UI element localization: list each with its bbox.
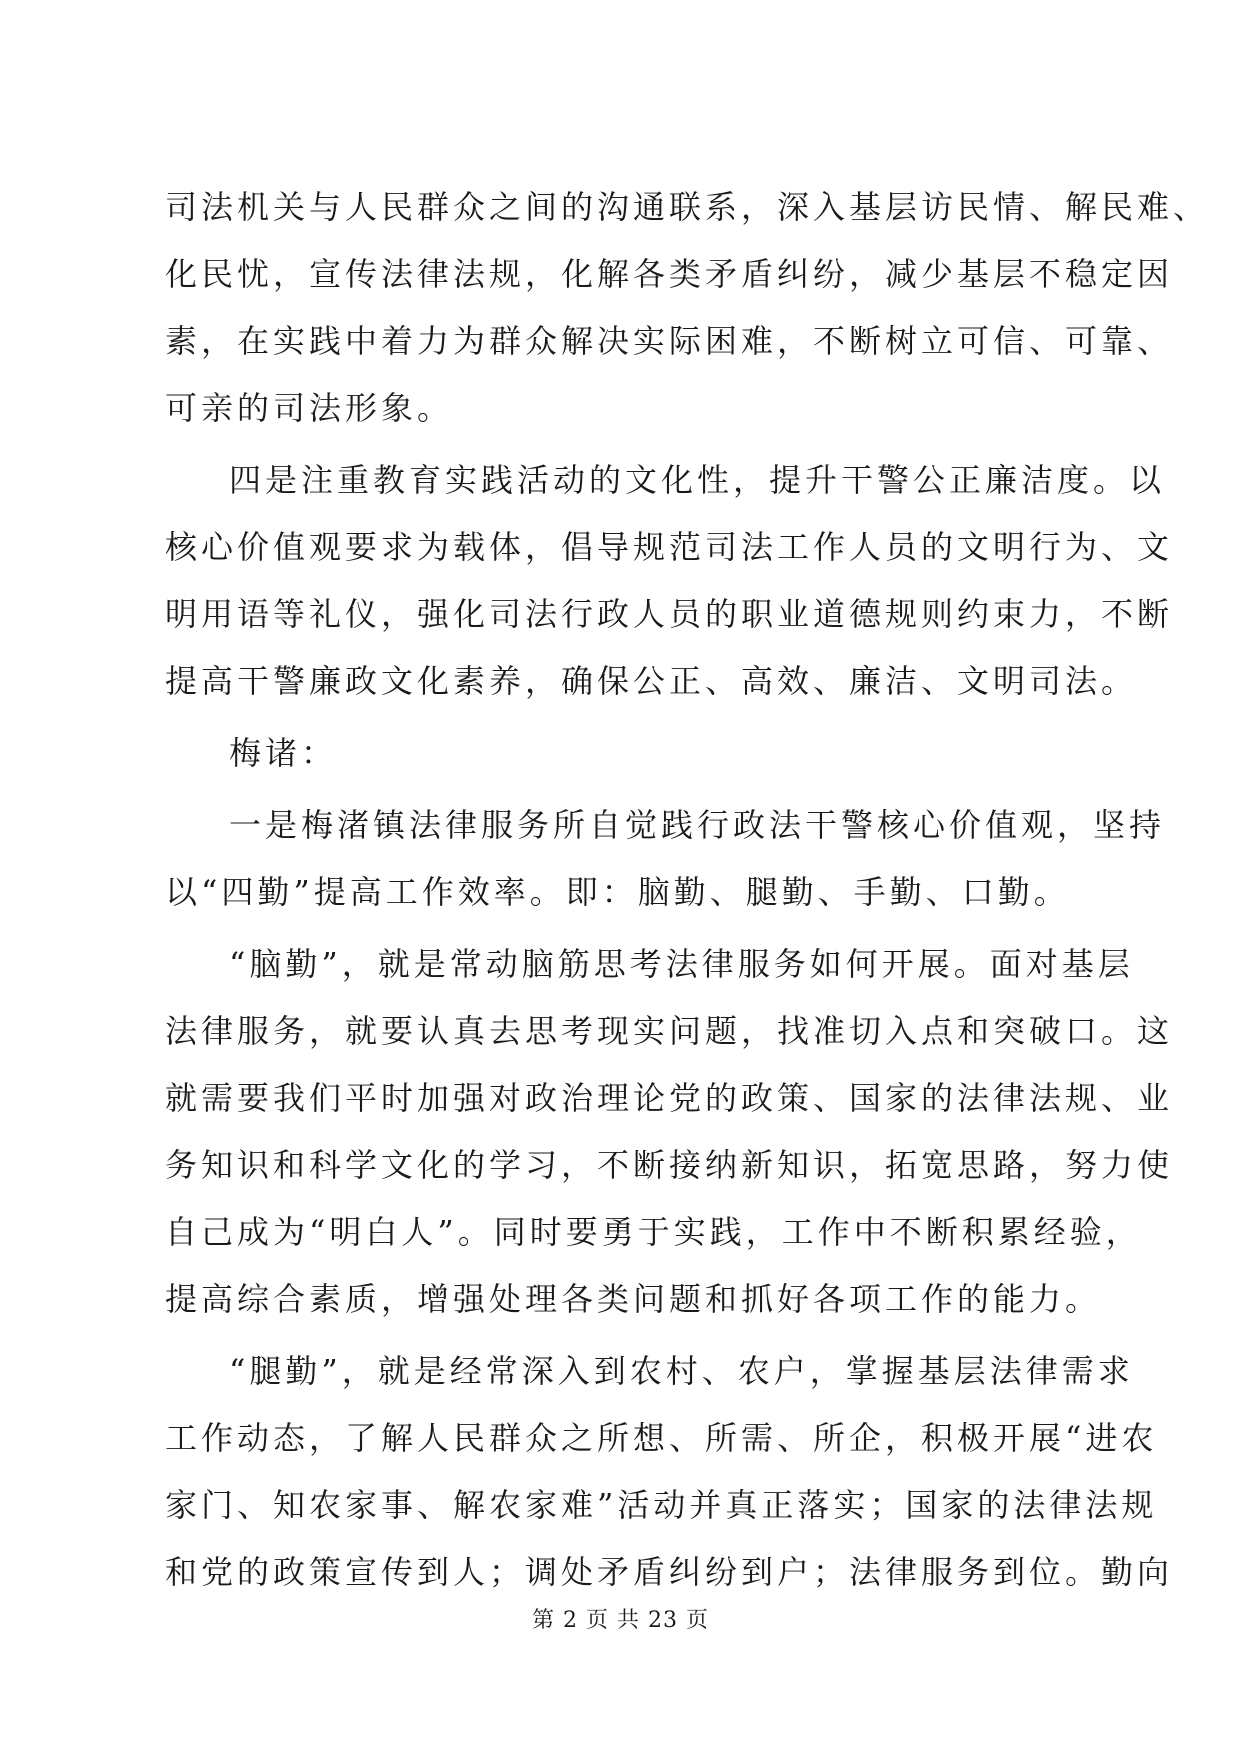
text-line: 提高干警廉政文化素养，确保公正、高效、廉洁、文明司法。 [165,662,1138,700]
text-line: 素，在实践中着力为群众解决实际困难，不断树立可信、可靠、 [165,322,1174,360]
text-line: 法律服务，就要认真去思考现实问题，找准切入点和突破口。这 [165,1012,1174,1050]
text-line: 以“四勤”提高工作效率。即：脑勤、腿勤、手勤、口勤。 [165,873,1070,911]
paragraph [165,447,1174,715]
text-line: 可亲的司法形象。 [165,389,454,427]
paragraph [165,720,1085,787]
text-line: 务知识和科学文化的学习，不断接纳新知识，拓宽思路，努力使 [165,1146,1174,1184]
text-line: 提高综合素质，增强处理各类问题和抓好各项工作的能力。 [165,1280,1102,1318]
text-line: 和党的政策宣传到人；调处矛盾纠纷到户；法律服务到位。勤向 [165,1553,1174,1591]
text-line: 核心价值观要求为载体，倡导规范司法工作人员的文明行为、文 [165,528,1174,566]
text-line: “脑勤”，就是常动脑筋思考法律服务如何开展。面对基层 [229,945,1134,983]
text-line: 就需要我们平时加强对政治理论党的政策、国家的法律法规、业 [165,1079,1174,1117]
text-line: 工作动态，了解人民群众之所想、所需、所企，积极开展“进农 [165,1419,1158,1457]
text-line: 家门、知农家事、解农家难”活动并真正落实；国家的法律法规 [165,1486,1158,1524]
page-footer: 第 2 页 共 23 页 [532,1608,709,1633]
text-line: 自己成为“明白人”。同时要勇于实践，工作中不断积累经验， [165,1213,1142,1251]
paragraph [165,931,1174,1333]
document-body [165,174,1210,1606]
text-line: “腿勤”，就是经常深入到农村、农户，掌握基层法律需求 [229,1352,1134,1390]
text-line: 一是梅渚镇法律服务所自觉践行政法干警核心价值观，坚持 [229,806,1166,844]
paragraph [165,1338,1174,1606]
text-line: 明用语等礼仪，强化司法行政人员的职业道德规则约束力，不断 [165,595,1174,633]
paragraph [165,174,1210,442]
text-line: 司法机关与人民群众之间的沟通联系，深入基层访民情、解民难、 [165,188,1210,226]
text-line: 化民忧，宣传法律法规，化解各类矛盾纠纷，减少基层不稳定因 [165,255,1174,293]
text-line: 四是注重教育实践活动的文化性，提升干警公正廉洁度。以 [229,461,1166,499]
paragraph [165,792,1166,926]
text-line: 梅诸： [229,734,338,772]
